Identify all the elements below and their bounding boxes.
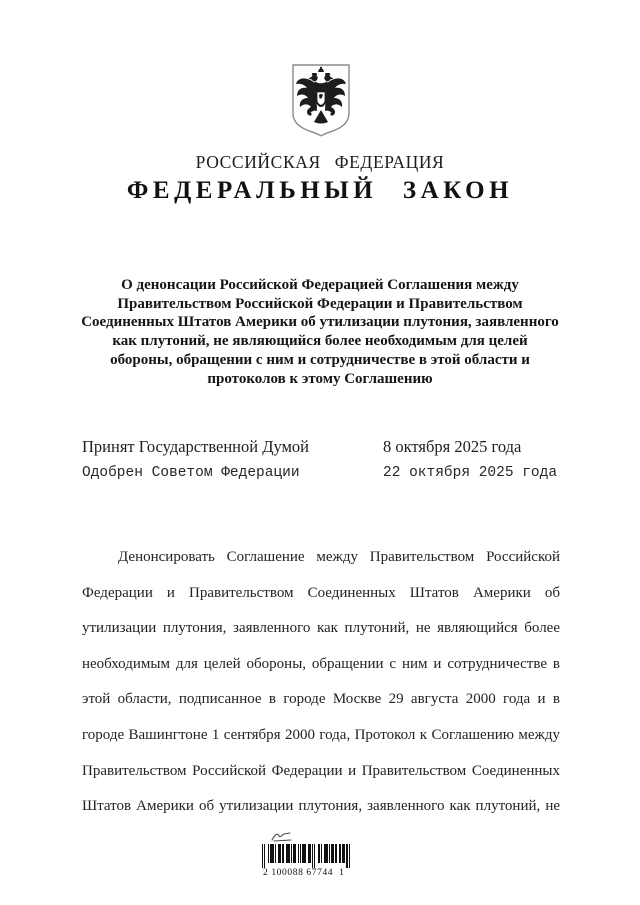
barcode-icon [262,844,350,868]
approved-by-council-date: 22 октября 2025 года [383,465,558,481]
law-title-line: О денонсации Российской Федерацией Соглашения между [121,277,519,293]
adoption-row-duma [82,437,562,465]
law-title-line: Правительством Российской Федерации и Правительством [117,295,523,312]
body-line: утилизации плутония, заявленного как плутоний, не являющийся более [82,620,560,637]
body-line: Правительством Российской Федерации и Правительством Соединенных [82,762,560,779]
passed-by-duma-label: Принят Государственной Думой [82,437,310,456]
adoption-block [82,437,562,493]
body-line: Штатов Америки об утилизации плутония, заявленного как плутоний, не [82,798,560,815]
body-line: городе Вашингтоне 1 сентября 2000 года, Протокол к Соглашению между [82,726,560,743]
body-line: Федерации и Правительством Соединенных Штатов Америки об [82,584,560,601]
handwritten-mark-icon [270,830,296,844]
barcode-digits: 2 100088 67744 1 [263,868,345,878]
approved-by-council-label: Одобрен Советом Федерации [82,465,300,481]
law-title-line: Соединенных Штатов Америки об утилизации плутония, заявленного [81,314,559,331]
law-body [82,540,560,825]
adoption-row-federation-council [82,465,562,493]
passed-by-duma-date: 8 октября 2025 года [383,437,522,456]
law-title-line: как плутоний, не являющийся более необходимым для целей [112,333,528,350]
body-line: необходимым для целей обороны, обращении с ним и сотрудничестве в [82,655,560,672]
body-line: этой области, подписанное в городе Москве 29 августа 2000 года и в [82,691,560,708]
coat-of-arms-icon [290,62,352,138]
country-heading: РОССИЙСКАЯ ФЕДЕРАЦИЯ [195,152,445,172]
law-title-line: протоколов к этому Соглашению [207,370,433,387]
law-title [65,276,575,388]
document-type-heading: ФЕДЕРАЛЬНЫЙ ЗАКОН [126,177,514,204]
body-line: Денонсировать Соглашение между Правительством Российской [118,549,560,565]
law-title-line: обороны, обращении с ним и сотрудничестве в этой области и [110,351,530,368]
barcode-block [262,830,352,878]
